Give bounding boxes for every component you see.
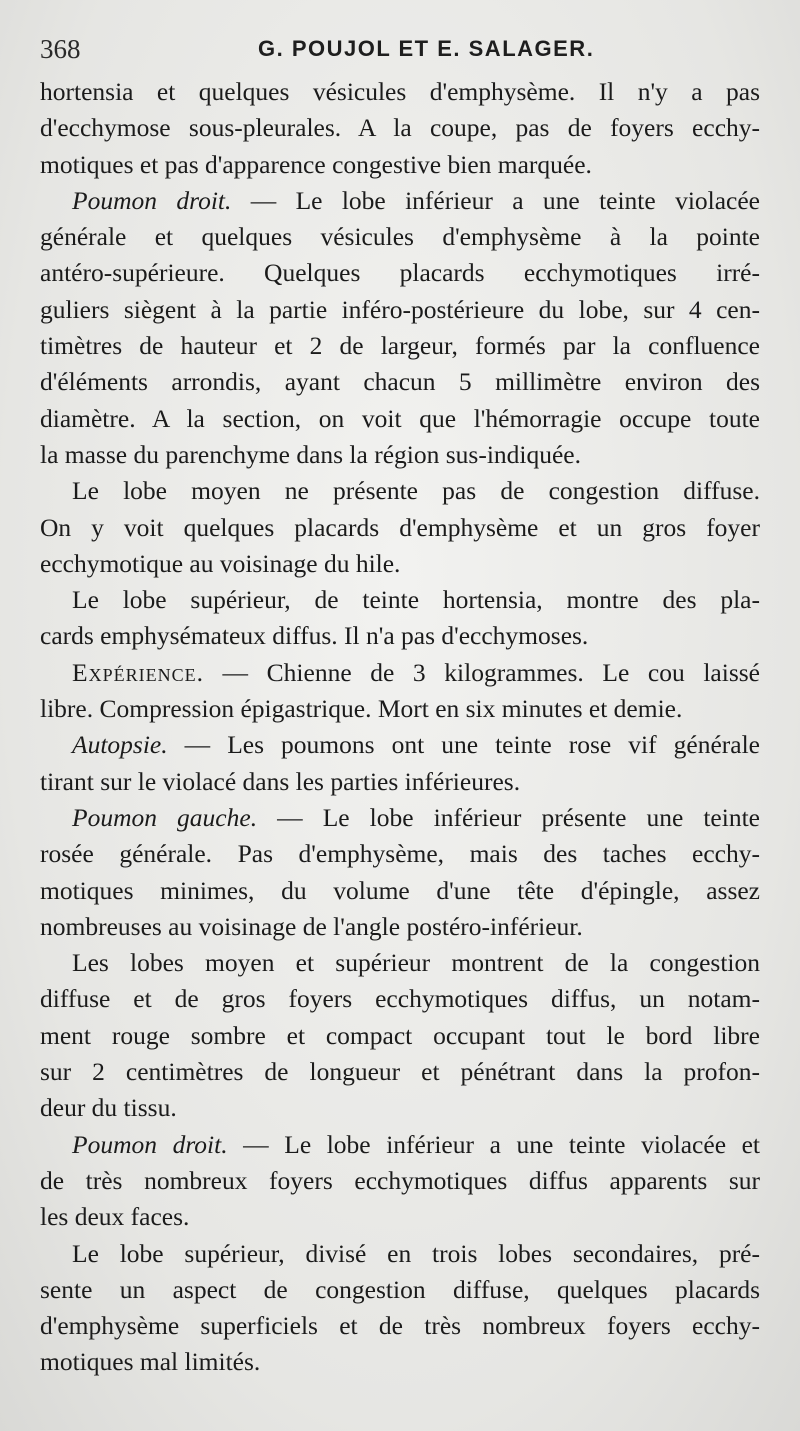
line-text: rosée générale. Pas d'emphysème, mais des taches ecchy- [40,839,760,869]
text-line [40,582,760,618]
line-text: tirant sur le violacé dans les parties inférieures. [40,766,521,796]
italic-heading: Autopsie. [72,730,168,760]
text-line [40,364,760,400]
line-text: la masse du parenchyme dans la région sus-indiquée. [40,439,582,469]
text-line [40,219,760,255]
line-text: Les lobes moyen et supérieur montrent de la congestion [72,948,760,978]
text-line [40,546,760,582]
line-text: diffuse et de gros foyers ecchymotiques diffus, un notam- [40,984,760,1014]
text-line [40,691,760,727]
text-line [40,74,760,110]
line-text: Le lobe supérieur, de teinte hortensia, montre des pla- [72,585,760,615]
line-text: antéro-supérieure. Quelques placards ecchymotiques irré- [40,258,760,288]
line-text: guliers siègent à la partie inféro-postérieure du lobe, sur 4 cen- [40,294,760,324]
text-line [40,183,760,219]
text-line [40,292,760,328]
text-line [40,473,760,509]
text-line [40,1090,760,1126]
line-text: timètres de hauteur et 2 de largeur, formés par la confluence [40,331,760,361]
line-text: — Chienne de 3 kilogrammes. Le cou laissé [203,657,760,687]
line-text: d'emphysème superficiels et de très nombreux foyers ecchy- [40,1311,760,1341]
text-line [40,510,760,546]
line-text: — Le lobe inférieur a une teinte violacée [231,185,761,215]
line-text: hortensia et quelques vésicules d'emphysème. Il n'y a pas [40,77,760,106]
line-text: On y voit quelques placards d'emphysème et un gros foyer [40,512,760,542]
line-text: nombreuses au voisinage de l'angle postéro-inférieur. [40,911,583,941]
line-text: Le lobe supérieur, divisé en trois lobes secondaires, pré- [72,1238,760,1268]
text-line [40,110,760,146]
text-line [40,328,760,364]
line-text: ment rouge sombre et compact occupant tout le bord libre [40,1020,760,1050]
text-line [40,437,760,473]
text-line [40,1272,760,1308]
text-line [40,1127,760,1163]
line-text: — Les poumons ont une teinte rose vif générale [167,730,760,760]
text-line [40,1018,760,1054]
line-text: — Le lobe inférieur a une teinte violacée et [227,1129,760,1159]
text-line [40,1054,760,1090]
italic-heading: Poumon droit. [72,185,232,215]
line-text: diamètre. A la section, on voit que l'hémorragie occupe toute [40,403,760,433]
page-header [40,34,760,70]
text-line [40,764,760,800]
line-text: de très nombreux foyers ecchymotiques diffus apparents sur [40,1165,760,1195]
page-number: 368 [40,34,81,64]
line-text: d'ecchymose sous-pleurales. A la coupe, pas de foyers ecchy- [40,113,760,143]
line-text: ecchymotique au voisinage du hile. [40,548,401,578]
line-text: deur du tissu. [40,1093,177,1123]
italic-heading: Poumon gauche. [72,802,258,832]
text-line [40,1236,760,1272]
line-text: les deux faces. [40,1202,190,1232]
line-text: libre. Compression épigastrique. Mort en six minutes et demie. [40,694,683,724]
italic-heading: Poumon droit. [72,1129,228,1159]
body-text [40,74,760,1381]
text-line [40,800,760,836]
text-line [40,655,760,691]
text-line [40,1344,760,1380]
text-line [40,727,760,763]
text-line [40,618,760,654]
line-text: motiques et pas d'apparence congestive bien marquée. [40,149,592,179]
line-text: sur 2 centimètres de longueur et pénétrant dans la profon- [40,1057,760,1087]
small-caps-heading: Expérience. [72,657,204,687]
text-line [40,909,760,945]
text-line [40,981,760,1017]
text-line [40,1199,760,1235]
line-text: — Le lobe inférieur présente une teinte [257,802,760,832]
line-text: générale et quelques vésicules d'emphysème à la pointe [40,222,760,252]
line-text: motiques mal limités. [40,1347,261,1377]
line-text: sente un aspect de congestion diffuse, quelques placards [40,1274,760,1304]
text-line [40,147,760,183]
text-line [40,255,760,291]
text-line [40,401,760,437]
line-text: cards emphysémateux diffus. Il n'a pas d'ecchymoses. [40,621,589,651]
text-line [40,873,760,909]
line-text: Le lobe moyen ne présente pas de congestion diffuse. [72,476,760,506]
line-text: d'éléments arrondis, ayant chacun 5 millimètre environ des [40,367,760,397]
text-line [40,1163,760,1199]
text-line [40,1308,760,1344]
text-line [40,836,760,872]
running-head: G. POUJOL ET E. SALAGER. [258,36,595,61]
line-text: motiques minimes, du volume d'une tête d'épingle, assez [40,875,760,905]
text-line [40,945,760,981]
